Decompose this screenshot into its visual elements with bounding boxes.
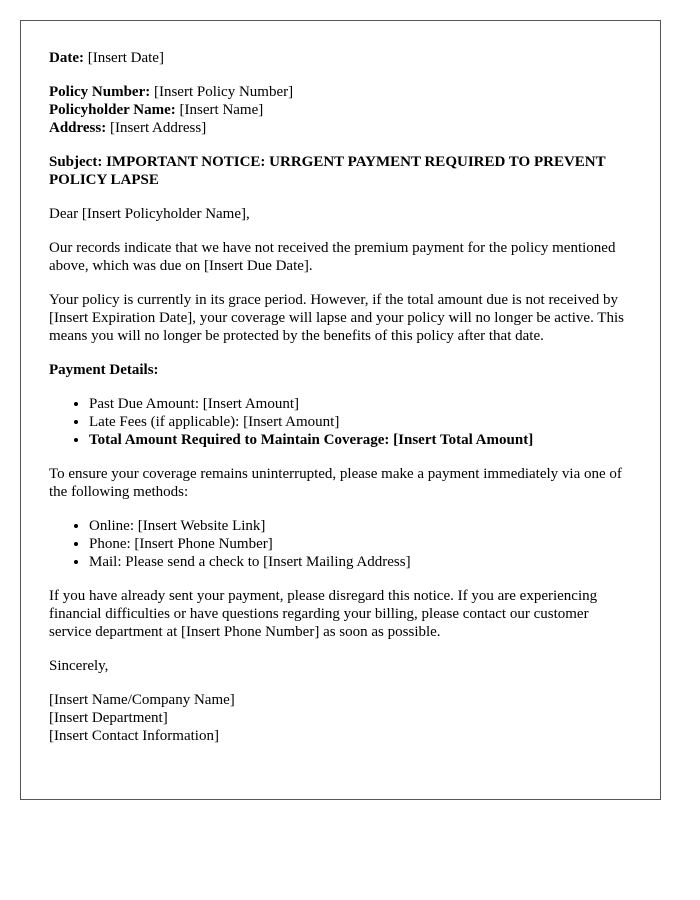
subject-line: Subject: IMPORTANT NOTICE: URRGENT PAYMENT REQUIRED TO PREVENT POLICY LAPSE: [49, 154, 606, 188]
salutation: Dear [Insert Policyholder Name],: [49, 206, 250, 222]
signature-block: [Insert Name/Company Name] [Insert Department] [Insert Contact Information]: [49, 692, 235, 744]
list-item: • Late Fees (if applicable): [Insert Amount]: [89, 413, 632, 431]
list-item: • Online: [Insert Website Link]: [89, 517, 632, 535]
methods-intro: To ensure your coverage remains uninterrupted, please make a payment immediately via one of the following methods:: [49, 466, 622, 500]
paragraph-overdue: Our records indicate that we have not received the premium payment for the policy mentioned above, which was due on [Insert Due Date].: [49, 240, 616, 274]
policy-info: Policy Number: [Insert Policy Number] Policyholder Name: [Insert Name] Address: [Insert Address]: [49, 84, 294, 136]
closing-paragraph: If you have already sent your payment, please disregard this notice. If you are experiencing financial difficulties or have questions regarding your billing, please contact our customer service department at [Insert Phone Number] as soon as possible.: [49, 588, 598, 640]
signoff: Sincerely,: [49, 658, 109, 674]
list-item: • Mail: Please send a check to [Insert Mailing Address]: [89, 553, 632, 571]
letter: [20, 20, 661, 800]
list-item: • Phone: [Insert Phone Number]: [89, 535, 632, 553]
payment-details-list: [49, 395, 632, 449]
payment-details-heading: Payment Details:: [49, 362, 159, 378]
date-line: Date: [Insert Date]: [49, 50, 164, 66]
list-item: • Past Due Amount: [Insert Amount]: [89, 395, 632, 413]
paragraph-grace-period: Your policy is currently in its grace period. However, if the total amount due is not received by [Insert Expiration Date], your coverage will lapse and your policy will no longer be active. This means you will no longer be protected by the benefits of this policy after that date.: [49, 292, 624, 344]
payment-methods-list: [49, 517, 632, 571]
list-item: • Total Amount Required to Maintain Coverage: [Insert Total Amount]: [89, 431, 632, 449]
